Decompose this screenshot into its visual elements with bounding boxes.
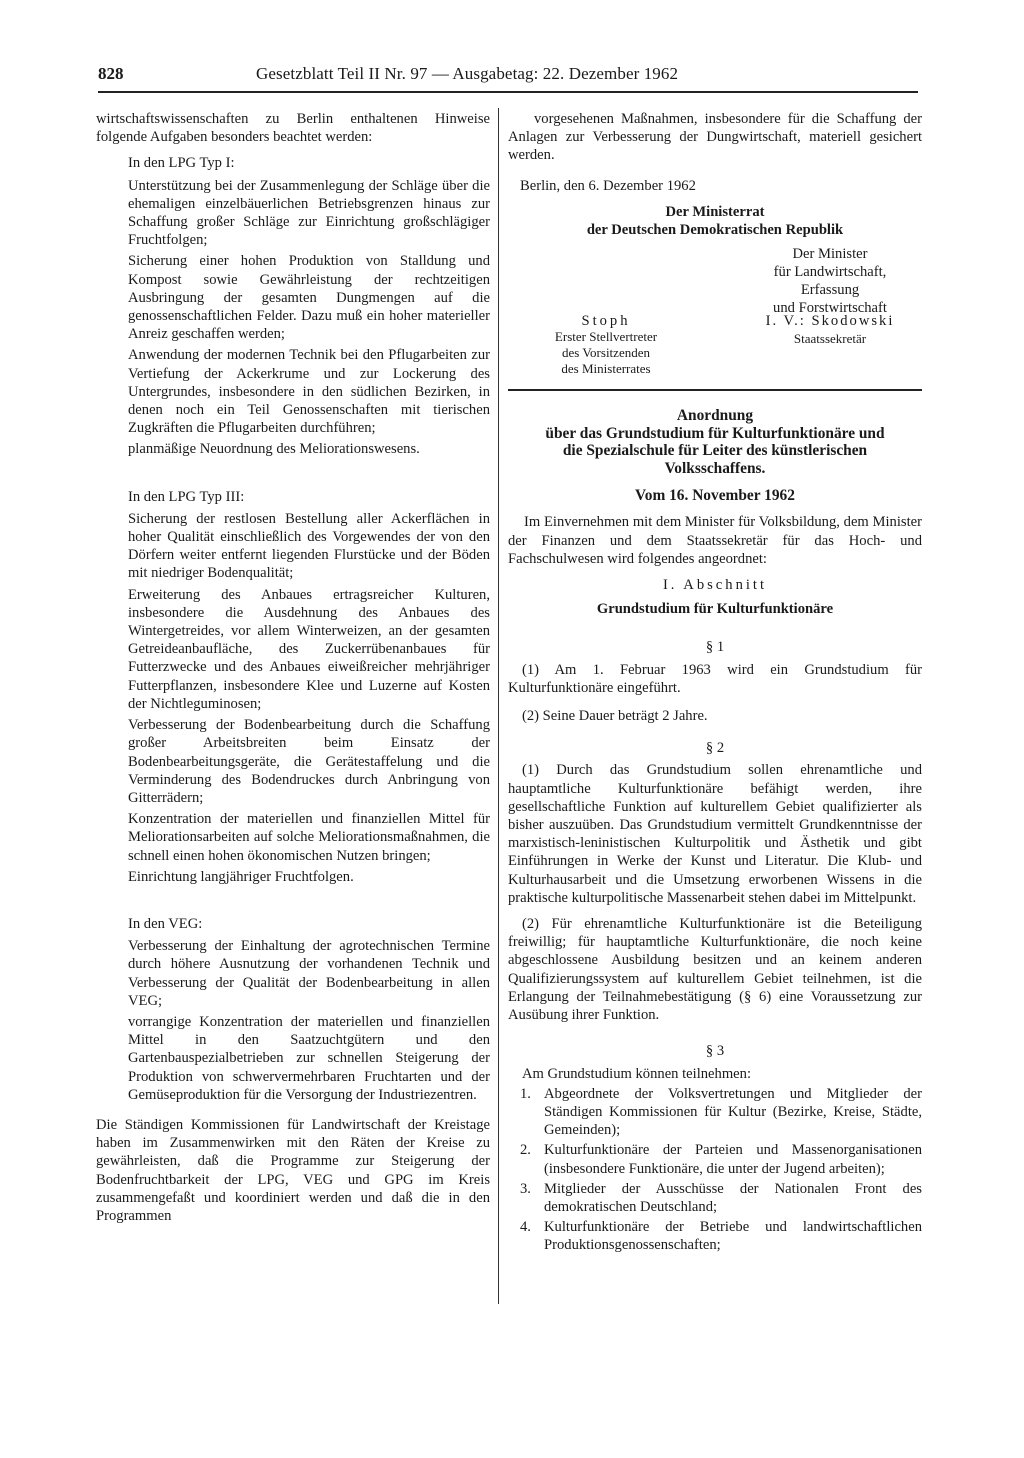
- list-item: 3. Mitglieder der Ausschüsse der Nationalen Front des demokratischen Deutschland;: [520, 1180, 922, 1215]
- signature-stoph: Stoph Erster Stellvertreter des Vorsitzenden des Ministerrates: [518, 313, 694, 377]
- paragraph-text: (2) Seine Dauer beträgt 2 Jahre.: [522, 708, 708, 725]
- list-item: Einrichtung langjähriger Fruchtfolgen.: [128, 868, 354, 885]
- signature-skodowski: [730, 313, 930, 347]
- page-number: 828: [98, 64, 124, 83]
- paragraph-text: (2) Für ehrenamtliche Kulturfunktionäre ist die Beteiligung freiwillig; für hauptamtliche Kulturfunktionäre, die noch keine abgeschlossene Ausbildung besitzen und an keinem anderen Qualifizierungssystem auf kulturellem Gebiet teilnehmen, ist die Erlangung der Teilnahmebestätigung (§ 6) eine Voraussetzung zur Ausübung ihrer Funktion.: [508, 916, 922, 1024]
- ordinance-title: Anordnung über das Grundstudium für Kulturfunktionäre und die Spezialschule für Leiter des künstlerischen Volksschaffens.: [545, 407, 885, 477]
- ordinance-date: Vom 16. November 1962: [635, 487, 795, 505]
- paragraph-mark-3: § 3: [705, 1043, 725, 1060]
- list-item: Verbesserung der Bodenbearbeitung durch die Schaffung großer Arbeitsbreiten beim Einsatz der Bodenbearbeitungsgeräte, die Gerätestaffelung und die Verminderung des Bodendruckes durch Anbringung von Gitterrädern;: [128, 717, 490, 806]
- list-item: Verbesserung der Einhaltung der agrotechnischen Termine durch höhere Ausnutzung der vorhandenen Technik und Verbesserung der Qualität der Bodenbearbeitung in allen VEG;: [128, 938, 490, 1009]
- header-rule: [98, 91, 918, 93]
- list-item: Anwendung der modernen Technik bei den Pflugarbeiten zur Vertiefung der Ackerkrume und zur Lockerung des Untergrundes, insbesondere in den südlichen Bezirken, in denen noch ein Teil Genossenschaften mit tierischen Zugkräften die Pflugarbeiten durchführen;: [128, 347, 490, 437]
- section-rule: [508, 389, 922, 391]
- paragraph-mark-1: § 1: [705, 639, 725, 656]
- gazette-title: Gesetzblatt Teil II Nr. 97 — Ausgabetag: 22. Dezember 1962: [256, 64, 679, 83]
- paragraph-intro: Am Grundstudium können teilnehmen:: [522, 1065, 752, 1082]
- place-date: Berlin, den 6. Dezember 1962: [520, 177, 696, 194]
- left-column: [96, 110, 490, 1225]
- section-title: Grundstudium für Kulturfunktionäre: [596, 601, 834, 618]
- signature-block: [508, 245, 922, 377]
- right-column: [508, 110, 922, 1255]
- list-item: Sicherung einer hohen Produktion von Stalldung und Kompost sowie Gewährleistung der rechtzeitigen Ausbringung der gesamten Dungmengen auf die genossenschaftlichen Felder. Dazu muß ein hoher materieller Anreiz geschaffen werden;: [128, 253, 490, 343]
- right-continuation: vorgesehenen Maßnahmen, insbesondere für die Schaffung der Anlagen zur Verbesserung der Dungwirtschaft, materiell gesichert werden.: [508, 111, 922, 164]
- paragraph-text: (1) Durch das Grundstudium sollen ehrenamtliche und hauptamtliche Kulturfunktionäre befähigt werden, ihre gesellschaftliche Funktion auf kulturellem Gebiet qualifizierter als bisher auszuüben. Das Grundstudium vermittelt Grundkenntnisse der marxistisch-leninistischen Kulturpolitik und Ästhetik und gibt Einführungen in Werke der Kunst und Literatur. Die Klub- und Kulturhausarbeit und die Umsetzung erworbenen Wissens in die praktische kulturpolitische Massenarbeit stehen dabei im Mittelpunkt.: [508, 762, 922, 906]
- group-heading-lpg-typ-1: In den LPG Typ I:: [128, 155, 235, 172]
- signatory-name: Stoph: [581, 313, 631, 330]
- left-closing-paragraph: Die Ständigen Kommissionen für Landwirtschaft der Kreistage haben im Zusammenwirken mit den Räten der Kreise zu gewährleisten, daß die Programme zur Steigerung der Bodenfruchtbarkeit der LPG, VEG und GPG im Kreis zusammengefaßt und koordiniert werden und daß die in den Programmen: [96, 1116, 490, 1224]
- list-item: Sicherung der restlosen Bestellung aller Ackerflächen in hoher Qualität einschließlich des Vorgewendes der von den Dörfern weiter entfernt liegenden Flurstücke und der Böden mit niedriger Bodenqualität;: [128, 510, 490, 582]
- left-intro: wirtschaftswissenschaften zu Berlin enthaltenen Hinweise folgende Aufgaben besonders beachtet werden:: [96, 111, 490, 146]
- list-item: Erweiterung des Anbaues ertragsreicher Kulturen, insbesondere die Ausdehnung des Anbaues des Wintergetreides, vor allem Winterweizen, an der gesamten Getreideanbaufläche, des Zuckerrübenanbaues für Futterzwecke und des Anbaues eiweißreicher mehrjähriger Futterpflanzen, insbesondere Klee und Luzerne auf Kosten der Nichtleguminosen;: [128, 586, 490, 712]
- list-item: Unterstützung bei der Zusammenlegung der Schläge über die ehemaligen einzelbäuerlichen Betriebsgrenzen hinaus zur Schaffung großer Schläge zur Einrichtung großschlägiger Fruchtfolgen;: [128, 177, 490, 249]
- column-divider: [498, 108, 499, 1304]
- signatory-title: Staatssekretär: [793, 331, 867, 347]
- council-line-1: Der Ministerrat: [665, 203, 765, 220]
- council-line-2: der Deutschen Demokratischen Republik: [586, 222, 844, 239]
- list-item: Konzentration der materiellen und finanziellen Mittel für Meliorationsarbeiten auf solche Meliorationsmaßnahmen, die schnell einen hohen ökonomischen Nutzen bringen;: [128, 811, 490, 864]
- paragraph-mark-2: § 2: [705, 740, 725, 757]
- preamble: Im Einvernehmen mit dem Minister für Volksbildung, dem Minister der Finanzen und dem Staatssekretär für das Hoch- und Fachschulwesen wird folgendes angeordnet:: [508, 514, 922, 567]
- list-item: vorrangige Konzentration der materiellen und finanziellen Mittel in den Saatzuchtgütern und den Gartenbauspezialbetrieben zur schnellen Steigerung der Produktion von schwervermehrbaren Fruchtarten und der Gemüseproduktion für die Versorgung der Industriezentren.: [128, 1013, 490, 1103]
- group-heading-lpg-typ-3: In den LPG Typ III:: [128, 488, 245, 505]
- minister-title: Der Minister für Landwirtschaft, Erfassung und Forstwirtschaft: [773, 246, 887, 317]
- page-header: [98, 64, 914, 90]
- section-label: I. Abschnitt: [662, 577, 768, 594]
- list-item: 4. Kulturfunktionäre der Betriebe und landwirtschaftlichen Produktionsgenossenschaften;: [520, 1219, 922, 1254]
- list-item: 1. Abgeordnete der Volksvertretungen und Mitglieder der Ständigen Kommissionen für Kultur (Bezirke, Kreise, Städte, Gemeinden);: [520, 1085, 922, 1139]
- list-item: 2. Kulturfunktionäre der Parteien und Massenorganisationen (insbesondere Funktionäre, die unter der Jugend arbeiten);: [520, 1142, 922, 1177]
- signatory-name: I. V.: Skodowski: [765, 313, 895, 330]
- list-item: planmäßige Neuordnung des Meliorationswesens.: [128, 441, 420, 458]
- group-heading-veg: In den VEG:: [128, 915, 203, 932]
- paragraph-text: (1) Am 1. Februar 1963 wird ein Grundstudium für Kulturfunktionäre eingeführt.: [508, 661, 922, 696]
